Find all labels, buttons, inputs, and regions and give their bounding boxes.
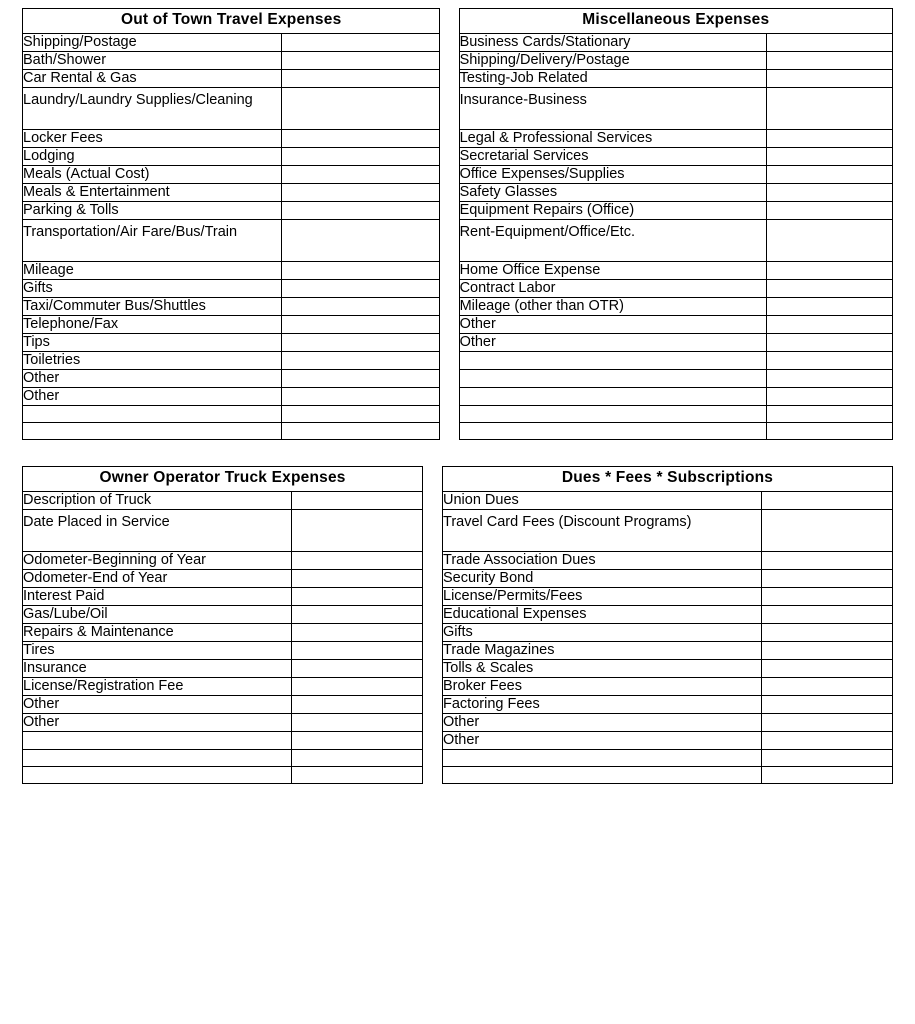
expense-amount-field[interactable]: [762, 492, 893, 510]
expense-label: [459, 406, 766, 423]
expense-label: Other: [443, 714, 762, 732]
expense-amount-field[interactable]: [766, 280, 892, 298]
expense-label: [23, 750, 292, 767]
expense-amount-field[interactable]: [282, 184, 440, 202]
expense-amount-field[interactable]: [766, 70, 892, 88]
expense-label: Insurance-Business: [459, 88, 766, 130]
expense-amount-field[interactable]: [282, 262, 440, 280]
expense-amount-field[interactable]: [292, 660, 423, 678]
expense-amount-field[interactable]: [762, 642, 893, 660]
expense-label: Lodging: [23, 148, 282, 166]
expense-label: Rent-Equipment/Office/Etc.: [459, 220, 766, 262]
expense-amount-field[interactable]: [766, 298, 892, 316]
expense-label: Equipment Repairs (Office): [459, 202, 766, 220]
expense-amount-field[interactable]: [282, 388, 440, 406]
expense-label: Shipping/Delivery/Postage: [459, 52, 766, 70]
column-spacer: [423, 467, 443, 492]
expense-amount-field[interactable]: [766, 148, 892, 166]
expense-label: Interest Paid: [23, 588, 292, 606]
expense-label: Other: [23, 388, 282, 406]
expense-amount-field[interactable]: [762, 750, 893, 767]
table-row: [23, 750, 893, 767]
expense-amount-field[interactable]: [766, 166, 892, 184]
expense-label: Factoring Fees: [443, 696, 762, 714]
expense-label: Gas/Lube/Oil: [23, 606, 292, 624]
expense-label: Broker Fees: [443, 678, 762, 696]
expense-label: Bath/Shower: [23, 52, 282, 70]
table-row: [23, 660, 893, 678]
expense-label: [23, 767, 292, 784]
expense-label: Locker Fees: [23, 130, 282, 148]
expense-label: License/Registration Fee: [23, 678, 292, 696]
expense-amount-field[interactable]: [762, 624, 893, 642]
expense-label: [459, 352, 766, 370]
expense-amount-field[interactable]: [282, 70, 440, 88]
expense-label: Tires: [23, 642, 292, 660]
expense-amount-field[interactable]: [292, 624, 423, 642]
expense-amount-field[interactable]: [282, 88, 440, 130]
table-row: [23, 678, 893, 696]
expense-label: Meals (Actual Cost): [23, 166, 282, 184]
expense-label: Odometer-Beginning of Year: [23, 552, 292, 570]
expense-amount-field[interactable]: [282, 406, 440, 423]
expense-label: Other: [23, 714, 292, 732]
expense-amount-field[interactable]: [292, 642, 423, 660]
expense-label: Office Expenses/Supplies: [459, 166, 766, 184]
expense-amount-field[interactable]: [766, 423, 892, 440]
expense-amount-field[interactable]: [292, 570, 423, 588]
expense-amount-field[interactable]: [766, 202, 892, 220]
expense-label: Secretarial Services: [459, 148, 766, 166]
expense-amount-field[interactable]: [762, 510, 893, 552]
expense-amount-field[interactable]: [282, 202, 440, 220]
expense-label: [443, 767, 762, 784]
expense-amount-field[interactable]: [292, 606, 423, 624]
expense-label: Trade Association Dues: [443, 552, 762, 570]
expense-label: [459, 423, 766, 440]
expense-amount-field[interactable]: [292, 492, 423, 510]
expense-amount-field[interactable]: [282, 298, 440, 316]
expense-amount-field[interactable]: [292, 732, 423, 750]
expense-label: Gifts: [443, 624, 762, 642]
expense-label: Laundry/Laundry Supplies/Cleaning: [23, 88, 282, 130]
table-header-row: [23, 9, 893, 34]
expense-label: Transportation/Air Fare/Bus/Train: [23, 220, 282, 262]
expense-amount-field[interactable]: [766, 334, 892, 352]
expense-amount-field[interactable]: [766, 316, 892, 334]
expense-label: Union Dues: [443, 492, 762, 510]
expense-amount-field[interactable]: [282, 148, 440, 166]
expense-amount-field[interactable]: [282, 316, 440, 334]
expense-label: [23, 732, 292, 750]
expense-label: Taxi/Commuter Bus/Shuttles: [23, 298, 282, 316]
expense-amount-field[interactable]: [292, 552, 423, 570]
expense-amount-field[interactable]: [766, 370, 892, 388]
section-title-owner-operator-truck: Owner Operator Truck Expenses: [23, 467, 423, 492]
expense-amount-field[interactable]: [766, 34, 892, 52]
expense-label: Tips: [23, 334, 282, 352]
expense-label: Gifts: [23, 280, 282, 298]
table-row: [23, 624, 893, 642]
expense-amount-field[interactable]: [292, 510, 423, 552]
expense-label: [23, 406, 282, 423]
table-gap: [22, 440, 893, 466]
expense-amount-field[interactable]: [766, 130, 892, 148]
expense-amount-field[interactable]: [762, 660, 893, 678]
column-spacer: [423, 492, 443, 784]
expense-amount-field[interactable]: [766, 352, 892, 370]
expense-label: Contract Labor: [459, 280, 766, 298]
expense-label: Telephone/Fax: [23, 316, 282, 334]
table-row: [23, 492, 893, 510]
section-title-out-of-town-travel: Out of Town Travel Expenses: [23, 9, 440, 34]
expense-amount-field[interactable]: [282, 34, 440, 52]
expense-amount-field[interactable]: [766, 88, 892, 130]
expense-amount-field[interactable]: [282, 130, 440, 148]
expense-amount-field[interactable]: [766, 220, 892, 262]
column-spacer: [440, 34, 459, 440]
expense-amount-field[interactable]: [282, 280, 440, 298]
expense-label: Repairs & Maintenance: [23, 624, 292, 642]
expense-amount-field[interactable]: [766, 52, 892, 70]
expense-label: [443, 750, 762, 767]
expense-label: Toiletries: [23, 352, 282, 370]
top-expense-table: [22, 8, 893, 440]
expense-amount-field[interactable]: [282, 220, 440, 262]
table-row: [23, 588, 893, 606]
expense-label: Other: [459, 334, 766, 352]
expense-label: Car Rental & Gas: [23, 70, 282, 88]
expense-amount-field[interactable]: [762, 767, 893, 784]
expense-label: Shipping/Postage: [23, 34, 282, 52]
column-spacer: [440, 9, 459, 34]
expense-label: Educational Expenses: [443, 606, 762, 624]
expense-label: Date Placed in Service: [23, 510, 292, 552]
expense-label: Testing-Job Related: [459, 70, 766, 88]
expense-amount-field[interactable]: [762, 552, 893, 570]
table-row: [23, 510, 893, 552]
expense-amount-field[interactable]: [292, 696, 423, 714]
expense-amount-field[interactable]: [762, 570, 893, 588]
expense-amount-field[interactable]: [762, 678, 893, 696]
expense-amount-field[interactable]: [762, 714, 893, 732]
expense-label: Travel Card Fees (Discount Programs): [443, 510, 762, 552]
expense-amount-field[interactable]: [766, 406, 892, 423]
expense-amount-field[interactable]: [292, 750, 423, 767]
expense-label: Home Office Expense: [459, 262, 766, 280]
table-row: [23, 570, 893, 588]
expense-amount-field[interactable]: [292, 678, 423, 696]
expense-label: Parking & Tolls: [23, 202, 282, 220]
expense-label: Insurance: [23, 660, 292, 678]
expense-label: Safety Glasses: [459, 184, 766, 202]
expense-label: Description of Truck: [23, 492, 292, 510]
expense-label: Mileage (other than OTR): [459, 298, 766, 316]
expense-label: Other: [23, 370, 282, 388]
section-title-miscellaneous: Miscellaneous Expenses: [459, 9, 892, 34]
expense-amount-field[interactable]: [762, 696, 893, 714]
expense-label: Tolls & Scales: [443, 660, 762, 678]
expense-amount-field[interactable]: [766, 184, 892, 202]
expense-amount-field[interactable]: [282, 52, 440, 70]
expense-label: [23, 423, 282, 440]
expense-amount-field[interactable]: [762, 588, 893, 606]
table-row: [23, 767, 893, 784]
expense-label: Legal & Professional Services: [459, 130, 766, 148]
expense-amount-field[interactable]: [282, 370, 440, 388]
expense-label: License/Permits/Fees: [443, 588, 762, 606]
expense-amount-field[interactable]: [766, 388, 892, 406]
expense-amount-field[interactable]: [762, 606, 893, 624]
table-row: [23, 34, 893, 52]
expense-label: Meals & Entertainment: [23, 184, 282, 202]
expense-label: Business Cards/Stationary: [459, 34, 766, 52]
table-row: [23, 642, 893, 660]
expense-label: Trade Magazines: [443, 642, 762, 660]
table-row: [23, 552, 893, 570]
table-header-row: [23, 467, 893, 492]
expense-amount-field[interactable]: [762, 732, 893, 750]
expense-label: Mileage: [23, 262, 282, 280]
expense-amount-field[interactable]: [292, 714, 423, 732]
expense-label: Other: [443, 732, 762, 750]
expense-amount-field[interactable]: [282, 423, 440, 440]
expense-label: Other: [23, 696, 292, 714]
expense-label: Odometer-End of Year: [23, 570, 292, 588]
expense-amount-field[interactable]: [292, 588, 423, 606]
expense-amount-field[interactable]: [282, 352, 440, 370]
section-title-dues-fees-subscriptions: Dues * Fees * Subscriptions: [443, 467, 893, 492]
expense-amount-field[interactable]: [766, 262, 892, 280]
expense-amount-field[interactable]: [292, 767, 423, 784]
table-row: [23, 732, 893, 750]
table-row: [23, 606, 893, 624]
expense-label: Other: [459, 316, 766, 334]
expense-amount-field[interactable]: [282, 334, 440, 352]
table-row: [23, 714, 893, 732]
bottom-expense-table: [22, 466, 893, 784]
expense-label: [459, 370, 766, 388]
expense-label: Security Bond: [443, 570, 762, 588]
expense-label: [459, 388, 766, 406]
table-row: [23, 696, 893, 714]
expense-amount-field[interactable]: [282, 166, 440, 184]
